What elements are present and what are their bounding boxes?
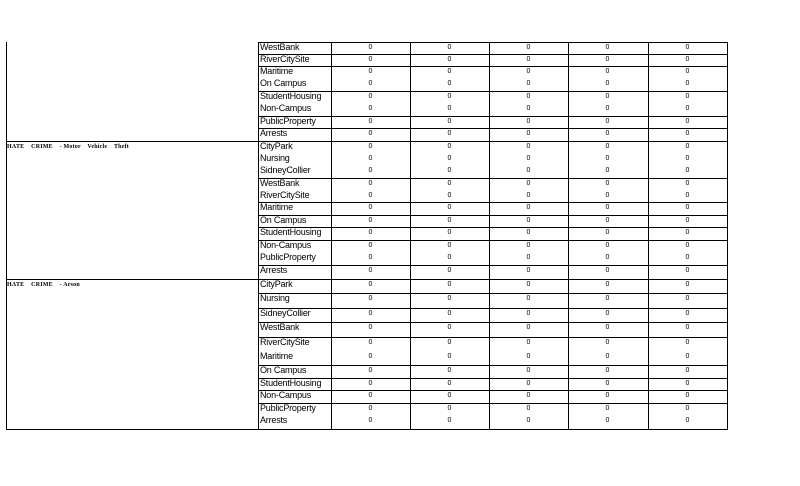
- value-cell: 0: [368, 229, 373, 236]
- value-cell: 0: [447, 180, 452, 187]
- value-cell: 0: [526, 180, 531, 187]
- value-cell: 0: [447, 242, 452, 249]
- value-cell: 0: [605, 254, 610, 261]
- value-cell: 0: [605, 56, 610, 63]
- value-cell: 0: [447, 143, 452, 150]
- table-top-border: [258, 42, 728, 43]
- value-cell: 0: [526, 217, 531, 224]
- value-cell: 0: [526, 93, 531, 100]
- value-cell: 0: [368, 380, 373, 387]
- row-divider: [258, 378, 728, 379]
- location-label: Non-Campus: [260, 240, 312, 250]
- location-label: On Campus: [260, 215, 307, 225]
- value-cell: 0: [685, 324, 690, 331]
- value-cell: 0: [368, 143, 373, 150]
- value-cell: 0: [605, 367, 610, 374]
- value-cell: 0: [685, 118, 690, 125]
- value-cell: 0: [368, 217, 373, 224]
- row-divider: [258, 265, 728, 266]
- value-cell: 0: [685, 80, 690, 87]
- value-cell: 0: [368, 68, 373, 75]
- location-label: CityPark: [260, 141, 293, 151]
- value-cell: 0: [368, 56, 373, 63]
- table-bottom-border: [6, 429, 728, 430]
- value-cell: 0: [447, 118, 452, 125]
- value-cell: 0: [605, 80, 610, 87]
- value-cell: 0: [447, 380, 452, 387]
- value-cell: 0: [447, 68, 452, 75]
- table-right-border: [727, 42, 728, 430]
- value-cell: 0: [526, 44, 531, 51]
- value-cell: 0: [447, 204, 452, 211]
- value-cell: 0: [368, 93, 373, 100]
- value-cell: 0: [605, 281, 610, 288]
- location-label: On Campus: [260, 365, 307, 375]
- value-cell: 0: [685, 130, 690, 137]
- section-title: HATE CRIME - Motor Vehicle Theft: [7, 144, 129, 150]
- location-label: PublicProperty: [260, 116, 316, 126]
- value-cell: 0: [368, 324, 373, 331]
- value-cell: 0: [605, 417, 610, 424]
- location-label: PublicProperty: [260, 252, 316, 262]
- value-cell: 0: [447, 105, 452, 112]
- location-label: WestBank: [260, 42, 300, 52]
- value-cell: 0: [526, 68, 531, 75]
- value-cell: 0: [685, 167, 690, 174]
- row-divider: [258, 116, 728, 117]
- location-label: StudentHousing: [260, 91, 322, 101]
- value-cell: 0: [685, 180, 690, 187]
- value-cell: 0: [447, 295, 452, 302]
- value-cell: 0: [605, 93, 610, 100]
- value-cell: 0: [368, 339, 373, 346]
- value-cell: 0: [605, 204, 610, 211]
- value-cell: 0: [368, 367, 373, 374]
- value-cell: 0: [685, 392, 690, 399]
- value-cell: 0: [526, 204, 531, 211]
- value-cell: 0: [368, 353, 373, 360]
- row-divider: [258, 227, 728, 228]
- value-cell: 0: [447, 417, 452, 424]
- row-divider: [258, 240, 728, 241]
- value-cell: 0: [447, 254, 452, 261]
- value-cell: 0: [685, 192, 690, 199]
- value-cell: 0: [605, 68, 610, 75]
- value-cell: 0: [526, 405, 531, 412]
- value-cell: 0: [368, 242, 373, 249]
- value-cell: 0: [605, 310, 610, 317]
- value-cell: 0: [605, 130, 610, 137]
- value-cell: 0: [526, 281, 531, 288]
- value-cell: 0: [526, 105, 531, 112]
- location-label: CityPark: [260, 279, 293, 289]
- value-cell: 0: [605, 143, 610, 150]
- row-divider: [258, 178, 728, 179]
- value-cell: 0: [368, 155, 373, 162]
- value-cell: 0: [685, 267, 690, 274]
- row-divider: [258, 403, 728, 404]
- value-cell: 0: [605, 295, 610, 302]
- value-cell: 0: [685, 105, 690, 112]
- location-label: On Campus: [260, 78, 307, 88]
- value-cell: 0: [685, 281, 690, 288]
- location-label: SidneyCollier: [260, 165, 311, 175]
- location-label: PublicProperty: [260, 403, 316, 413]
- value-cell: 0: [605, 118, 610, 125]
- value-cell: 0: [605, 155, 610, 162]
- value-cell: 0: [447, 353, 452, 360]
- value-cell: 0: [368, 118, 373, 125]
- location-label: Maritime: [260, 66, 293, 76]
- value-cell: 0: [526, 192, 531, 199]
- value-cell: 0: [605, 167, 610, 174]
- value-cell: 0: [685, 339, 690, 346]
- value-cell: 0: [685, 367, 690, 374]
- value-cell: 0: [685, 217, 690, 224]
- value-cell: 0: [368, 180, 373, 187]
- row-divider: [258, 202, 728, 203]
- value-cell: 0: [685, 68, 690, 75]
- value-cell: 0: [368, 167, 373, 174]
- value-cell: 0: [447, 367, 452, 374]
- value-cell: 0: [685, 254, 690, 261]
- row-divider: [258, 365, 728, 366]
- value-cell: 0: [447, 324, 452, 331]
- row-divider: [258, 337, 728, 338]
- value-cell: 0: [605, 229, 610, 236]
- value-cell: 0: [526, 254, 531, 261]
- value-cell: 0: [368, 44, 373, 51]
- value-cell: 0: [526, 392, 531, 399]
- value-cell: 0: [685, 56, 690, 63]
- value-cell: 0: [526, 417, 531, 424]
- value-cell: 0: [447, 339, 452, 346]
- value-cell: 0: [447, 217, 452, 224]
- value-cell: 0: [368, 281, 373, 288]
- row-divider: [258, 91, 728, 92]
- value-cell: 0: [447, 56, 452, 63]
- value-cell: 0: [605, 339, 610, 346]
- value-cell: 0: [605, 353, 610, 360]
- value-cell: 0: [447, 405, 452, 412]
- location-label: Non-Campus: [260, 103, 312, 113]
- value-cell: 0: [605, 392, 610, 399]
- value-cell: 0: [447, 310, 452, 317]
- table-left-border: [6, 42, 7, 430]
- value-cell: 0: [368, 254, 373, 261]
- value-cell: 0: [685, 93, 690, 100]
- location-label: StudentHousing: [260, 227, 322, 237]
- value-cell: 0: [368, 192, 373, 199]
- value-cell: 0: [685, 204, 690, 211]
- location-label: WestBank: [260, 322, 300, 332]
- value-cell: 0: [685, 155, 690, 162]
- column-divider: [410, 42, 411, 430]
- value-cell: 0: [526, 130, 531, 137]
- value-cell: 0: [526, 56, 531, 63]
- value-cell: 0: [447, 130, 452, 137]
- value-cell: 0: [368, 417, 373, 424]
- value-cell: 0: [368, 80, 373, 87]
- value-cell: 0: [526, 310, 531, 317]
- value-cell: 0: [526, 143, 531, 150]
- value-cell: 0: [605, 267, 610, 274]
- location-label: StudentHousing: [260, 378, 322, 388]
- value-cell: 0: [605, 324, 610, 331]
- value-cell: 0: [447, 167, 452, 174]
- value-cell: 0: [526, 242, 531, 249]
- value-cell: 0: [605, 217, 610, 224]
- column-divider: [489, 42, 490, 430]
- location-label: Non-Campus: [260, 390, 312, 400]
- value-cell: 0: [447, 281, 452, 288]
- location-label: WestBank: [260, 178, 300, 188]
- location-label: Arrests: [260, 128, 288, 138]
- value-cell: 0: [447, 392, 452, 399]
- value-cell: 0: [526, 295, 531, 302]
- column-divider: [648, 42, 649, 430]
- value-cell: 0: [526, 80, 531, 87]
- column-divider: [331, 42, 332, 430]
- location-label: Nursing: [260, 293, 290, 303]
- row-divider: [258, 322, 728, 323]
- row-divider: [258, 66, 728, 67]
- value-cell: 0: [685, 380, 690, 387]
- value-cell: 0: [526, 167, 531, 174]
- value-cell: 0: [368, 105, 373, 112]
- value-cell: 0: [368, 310, 373, 317]
- value-cell: 0: [685, 405, 690, 412]
- value-cell: 0: [685, 143, 690, 150]
- value-cell: 0: [685, 353, 690, 360]
- column-divider: [568, 42, 569, 430]
- value-cell: 0: [526, 229, 531, 236]
- row-divider: [258, 215, 728, 216]
- location-label: Arrests: [260, 265, 288, 275]
- location-label: RiverCitySite: [260, 190, 310, 200]
- section-title: HATE CRIME - Arson: [7, 282, 80, 288]
- value-cell: 0: [685, 242, 690, 249]
- value-cell: 0: [605, 380, 610, 387]
- value-cell: 0: [368, 295, 373, 302]
- location-label: Arrests: [260, 415, 288, 425]
- row-divider: [258, 54, 728, 55]
- row-divider: [258, 293, 728, 294]
- value-cell: 0: [605, 192, 610, 199]
- value-cell: 0: [605, 242, 610, 249]
- value-cell: 0: [526, 324, 531, 331]
- value-cell: 0: [368, 405, 373, 412]
- value-cell: 0: [685, 295, 690, 302]
- value-cell: 0: [526, 155, 531, 162]
- value-cell: 0: [447, 155, 452, 162]
- location-label: Nursing: [260, 153, 290, 163]
- value-cell: 0: [368, 267, 373, 274]
- value-cell: 0: [605, 105, 610, 112]
- column-divider: [258, 42, 259, 430]
- value-cell: 0: [447, 267, 452, 274]
- location-label: RiverCitySite: [260, 337, 310, 347]
- value-cell: 0: [526, 339, 531, 346]
- value-cell: 0: [447, 93, 452, 100]
- value-cell: 0: [685, 310, 690, 317]
- value-cell: 0: [685, 417, 690, 424]
- value-cell: 0: [447, 80, 452, 87]
- value-cell: 0: [605, 44, 610, 51]
- location-label: SidneyCollier: [260, 308, 311, 318]
- location-label: Maritime: [260, 351, 293, 361]
- value-cell: 0: [368, 392, 373, 399]
- row-divider: [258, 128, 728, 129]
- location-label: RiverCitySite: [260, 54, 310, 64]
- value-cell: 0: [526, 267, 531, 274]
- row-divider: [258, 390, 728, 391]
- value-cell: 0: [526, 118, 531, 125]
- value-cell: 0: [368, 204, 373, 211]
- value-cell: 0: [605, 405, 610, 412]
- value-cell: 0: [447, 229, 452, 236]
- row-divider: [258, 308, 728, 309]
- value-cell: 0: [447, 192, 452, 199]
- value-cell: 0: [368, 130, 373, 137]
- value-cell: 0: [685, 44, 690, 51]
- value-cell: 0: [526, 367, 531, 374]
- value-cell: 0: [605, 180, 610, 187]
- value-cell: 0: [526, 380, 531, 387]
- value-cell: 0: [685, 229, 690, 236]
- value-cell: 0: [526, 353, 531, 360]
- value-cell: 0: [447, 44, 452, 51]
- location-label: Maritime: [260, 202, 293, 212]
